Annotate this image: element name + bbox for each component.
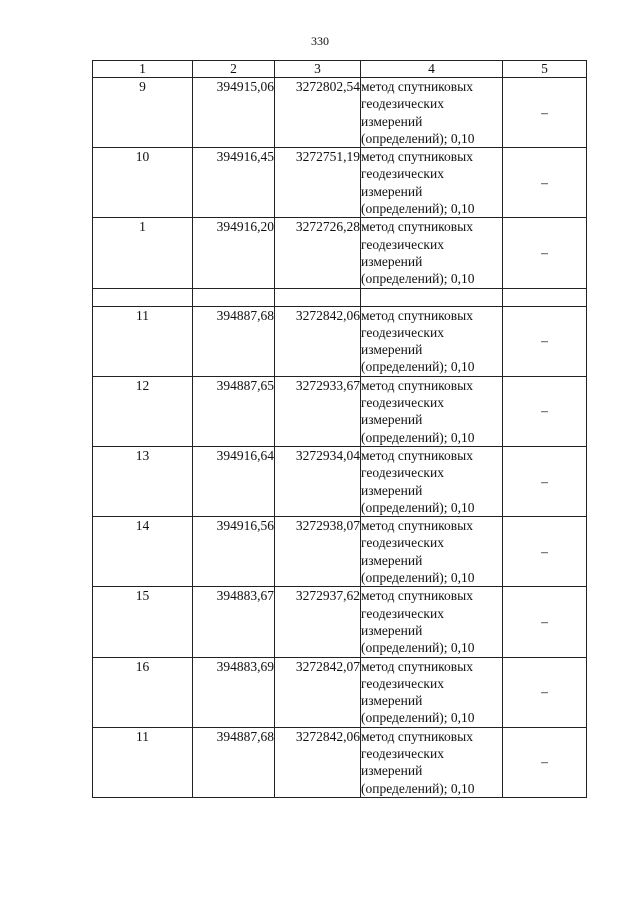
column-header-4: 4 (361, 61, 503, 78)
method-line: геодезических (361, 236, 444, 252)
y-coordinate-cell: 3272842,06 (275, 306, 361, 376)
note-cell: – (503, 376, 587, 446)
y-coordinate-cell: 3272802,54 (275, 78, 361, 148)
method-line: метод спутниковых (361, 219, 473, 235)
method-line: метод спутниковых (361, 307, 473, 323)
method-line: измерений (361, 412, 423, 428)
method-line: геодезических (361, 605, 444, 621)
method-cell (361, 306, 503, 376)
method-line: метод спутниковых (361, 447, 473, 463)
table-header-row (93, 61, 587, 78)
note-cell: – (503, 517, 587, 587)
empty-cell (503, 288, 587, 306)
method-line: измерений (361, 183, 423, 199)
method-cell (361, 78, 503, 148)
method-line: измерений (361, 622, 423, 638)
point-number-cell: 13 (93, 446, 193, 516)
method-cell (361, 517, 503, 587)
note-cell: – (503, 78, 587, 148)
table-row (93, 78, 587, 148)
table-row (93, 148, 587, 218)
point-number-cell: 9 (93, 78, 193, 148)
method-line: метод спутниковых (361, 588, 473, 604)
page-number: 330 (311, 34, 329, 48)
point-number-cell: 11 (93, 306, 193, 376)
method-line: (определений); 0,10 (361, 640, 475, 656)
note-cell: – (503, 306, 587, 376)
method-line: геодезических (361, 535, 444, 551)
y-coordinate-cell: 3272934,04 (275, 446, 361, 516)
method-line: измерений (361, 113, 423, 129)
point-number-cell: 16 (93, 657, 193, 727)
note-cell: – (503, 148, 587, 218)
method-line: метод спутниковых (361, 728, 473, 744)
method-line: (определений); 0,10 (361, 780, 475, 796)
x-coordinate-cell: 394887,65 (193, 376, 275, 446)
table-row (93, 376, 587, 446)
y-coordinate-cell: 3272937,62 (275, 587, 361, 657)
point-number-cell: 1 (93, 218, 193, 288)
method-line: геодезических (361, 166, 444, 182)
note-cell: – (503, 446, 587, 516)
empty-cell (361, 288, 503, 306)
table-row (93, 587, 587, 657)
x-coordinate-cell: 394887,68 (193, 727, 275, 797)
column-header-2: 2 (193, 61, 275, 78)
table-row (93, 218, 587, 288)
method-line: (определений); 0,10 (361, 271, 475, 287)
x-coordinate-cell: 394916,45 (193, 148, 275, 218)
method-line: (определений); 0,10 (361, 201, 475, 217)
empty-cell (193, 288, 275, 306)
point-number-cell: 12 (93, 376, 193, 446)
method-cell (361, 148, 503, 218)
method-cell (361, 376, 503, 446)
y-coordinate-cell: 3272933,67 (275, 376, 361, 446)
method-line: (определений); 0,10 (361, 429, 475, 445)
coordinates-table (92, 60, 587, 798)
y-coordinate-cell: 3272726,28 (275, 218, 361, 288)
note-cell: – (503, 727, 587, 797)
method-cell (361, 657, 503, 727)
method-line: метод спутниковых (361, 149, 473, 165)
method-line: измерений (361, 342, 423, 358)
method-line: (определений); 0,10 (361, 130, 475, 146)
y-coordinate-cell: 3272938,07 (275, 517, 361, 587)
table-spacer-row (93, 288, 587, 306)
method-line: метод спутниковых (361, 377, 473, 393)
x-coordinate-cell: 394915,06 (193, 78, 275, 148)
method-line: измерений (361, 552, 423, 568)
column-header-5: 5 (503, 61, 587, 78)
empty-cell (93, 288, 193, 306)
method-line: (определений); 0,10 (361, 570, 475, 586)
coordinates-table-body (93, 61, 587, 798)
method-cell (361, 727, 503, 797)
x-coordinate-cell: 394883,69 (193, 657, 275, 727)
method-line: метод спутниковых (361, 79, 473, 94)
method-line: (определений); 0,10 (361, 499, 475, 515)
method-cell (361, 446, 503, 516)
table-row (93, 517, 587, 587)
method-cell (361, 218, 503, 288)
x-coordinate-cell: 394916,64 (193, 446, 275, 516)
method-line: метод спутниковых (361, 518, 473, 534)
method-line: геодезических (361, 745, 444, 761)
method-line: геодезических (361, 465, 444, 481)
table-row (93, 657, 587, 727)
method-line: (определений); 0,10 (361, 710, 475, 726)
method-line: метод спутниковых (361, 658, 473, 674)
method-line: измерений (361, 693, 423, 709)
point-number-cell: 14 (93, 517, 193, 587)
point-number-cell: 10 (93, 148, 193, 218)
point-number-cell: 15 (93, 587, 193, 657)
method-line: геодезических (361, 324, 444, 340)
method-line: геодезических (361, 395, 444, 411)
x-coordinate-cell: 394887,68 (193, 306, 275, 376)
column-header-1: 1 (93, 61, 193, 78)
x-coordinate-cell: 394916,20 (193, 218, 275, 288)
method-line: измерений (361, 482, 423, 498)
empty-cell (275, 288, 361, 306)
note-cell: – (503, 587, 587, 657)
method-cell (361, 587, 503, 657)
column-header-3: 3 (275, 61, 361, 78)
method-line: геодезических (361, 96, 444, 112)
method-line: геодезических (361, 675, 444, 691)
point-number-cell: 11 (93, 727, 193, 797)
table-row (93, 446, 587, 516)
note-cell: – (503, 657, 587, 727)
table-row (93, 727, 587, 797)
note-cell: – (503, 218, 587, 288)
y-coordinate-cell: 3272842,06 (275, 727, 361, 797)
method-line: измерений (361, 253, 423, 269)
method-line: (определений); 0,10 (361, 359, 475, 375)
y-coordinate-cell: 3272842,07 (275, 657, 361, 727)
x-coordinate-cell: 394883,67 (193, 587, 275, 657)
table-row (93, 306, 587, 376)
y-coordinate-cell: 3272751,19 (275, 148, 361, 218)
method-line: измерений (361, 763, 423, 779)
x-coordinate-cell: 394916,56 (193, 517, 275, 587)
